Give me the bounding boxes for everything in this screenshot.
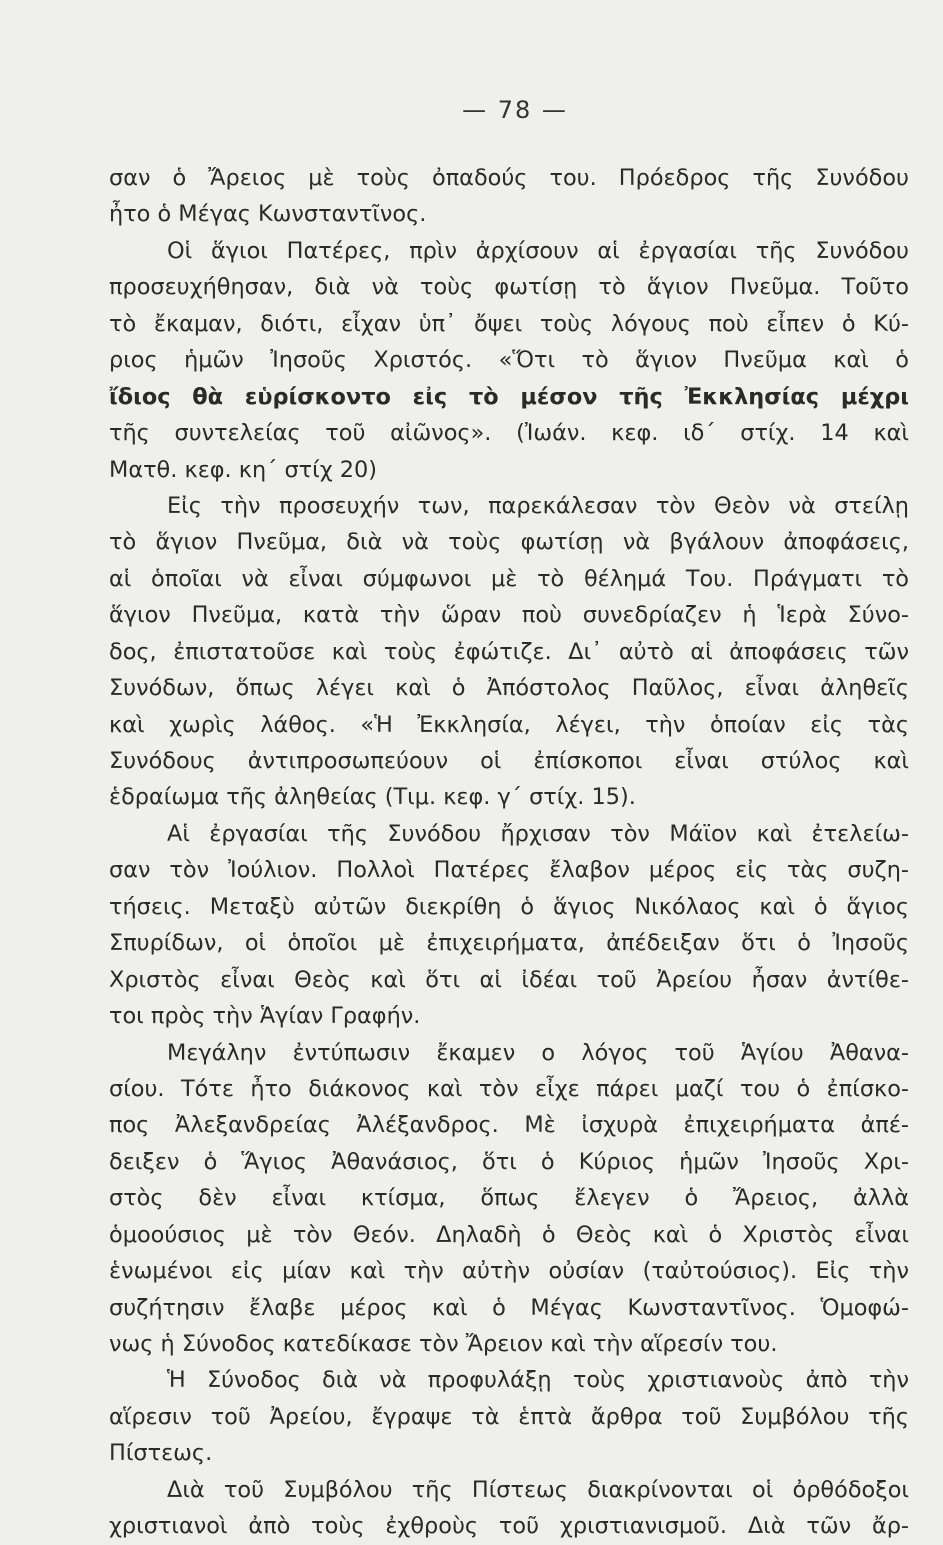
text-line: δος, ἐπιστατοῦσε καὶ τοὺς ἐφώτιζε. Δι᾽ αὐτὸ αἱ ἀποφάσεις τῶν [109, 638, 909, 665]
text-line: τήσεις. Μεταξὺ αὐτῶν διεκρίθη ὁ ἅγιος Νικόλαος καὶ ὁ ἅγιος [109, 893, 909, 920]
text-line: προσευχήθησαν, διὰ νὰ τοὺς φωτίσῃ τὸ ἅγιον Πνεῦμα. Τοῦτο [109, 274, 909, 301]
text-line: ἴδιος θὰ εὑρίσκοντο εἰς τὸ μέσον τῆς Ἐκκλησίας μέχρι [109, 383, 909, 410]
text-line: σαν τὸν Ἰούλιον. Πολλοὶ Πατέρες ἔλαβον μέρος εἰς τὰς συζη- [109, 857, 909, 884]
text-line: συζήτησιν ἔλαβε μέρος καὶ ὁ Μέγας Κωνσταντῖνος. Ὁμοφώ- [109, 1294, 909, 1321]
text-line: καὶ χωρὶς λάθος. «Ἡ Ἐκκλησία, λέγει, τὴν ὁποίαν εἰς τὰς [109, 711, 909, 738]
text-line: ἑνωμένοι εἰς μίαν καὶ τὴν αὐτὴν οὐσίαν (ταὐτούσιος). Εἰς τὴν [109, 1258, 909, 1285]
text-line: Χριστὸς εἶναι Θεὸς καὶ ὅτι αἱ ἰδέαι τοῦ Ἀρείου ἦσαν ἀντίθε- [109, 966, 909, 993]
text-line: πος Ἀλεξανδρείας Ἀλέξανδρος. Μὲ ἰσχυρὰ ἐπιχειρήματα ἀπέ- [109, 1112, 909, 1139]
text-line: ἑδραίωμα τῆς ἀληθείας (Τιμ. κεφ. γ´ στίχ. 15). [109, 784, 636, 811]
text-line: δειξεν ὁ Ἅγιος Ἀθανάσιος, ὅτι ὁ Κύριος ἡμῶν Ἰησοῦς Χρι- [109, 1148, 909, 1175]
text-line: στὸς δὲν εἶναι κτίσμα, ὅπως ἔλεγεν ὁ Ἄρειος, ἀλλὰ [109, 1185, 909, 1212]
text-line: ἦτο ὁ Μέγας Κωνσταντῖνος. [109, 201, 427, 228]
page-number: — 78 — [462, 96, 568, 124]
text-line: σίου. Τότε ἦτο διάκονος καὶ τὸν εἶχε πάρει μαζί του ὁ ἐπίσκο- [109, 1075, 909, 1102]
body-text [109, 160, 909, 1545]
text-line: νως ἡ Σύνοδος κατεδίκασε τὸν Ἄρειον καὶ τὴν αἵρεσίν του. [109, 1331, 778, 1357]
text-line: χριστιανοὶ ἀπὸ τοὺς ἐχθροὺς τοῦ χριστιανισμοῦ. Διὰ τῶν ἄρ- [109, 1513, 909, 1540]
text-line: τοι πρὸς τὴν Ἁγίαν Γραφήν. [109, 1003, 421, 1030]
text-line: Πίστεως. [109, 1440, 213, 1467]
text-line: Συνόδων, ὅπως λέγει καὶ ὁ Ἀπόστολος Παῦλος, εἶναι ἀληθεῖς [109, 675, 909, 702]
text-line: ὁμοούσιος μὲ τὸν Θεόν. Δηλαδὴ ὁ Θεὸς καὶ ὁ Χριστὸς εἶναι [109, 1221, 909, 1248]
text-line: Μεγάλην ἐντύπωσιν ἔκαμεν ο λόγος τοῦ Ἁγίου Ἀθανα- [167, 1039, 909, 1066]
text-line: Διὰ τοῦ Συμβόλου τῆς Πίστεως διακρίνονται οἱ ὀρθόδοξοι [167, 1476, 909, 1503]
text-line: σαν ὁ Ἄρειος μὲ τοὺς ὀπαδούς του. Πρόεδρος τῆς Συνόδου [109, 165, 909, 191]
text-line: τὸ ἅγιον Πνεῦμα, διὰ νὰ τοὺς φωτίσῃ νὰ βγάλουν ἀποφάσεις, [109, 529, 909, 556]
text-line: Αἱ ἐργασίαι τῆς Συνόδου ἤρχισαν τὸν Μάϊον καὶ ἐτελείω- [167, 820, 909, 847]
text-line: Εἰς τὴν προσευχήν των, παρεκάλεσαν τὸν Θεὸν νὰ στείλῃ [167, 492, 909, 519]
text-line: Σπυρίδων, οἱ ὁποῖοι μὲ ἐπιχειρήματα, ἀπέδειξαν ὅτι ὁ Ἰησοῦς [109, 930, 909, 957]
text-line: ριος ἡμῶν Ἰησοῦς Χριστός. «Ὅτι τὸ ἅγιον Πνεῦμα καὶ ὁ [109, 347, 909, 374]
text-line: αἱ ὁποῖαι νὰ εἶναι σύμφωνοι μὲ τὸ θέλημά Του. Πράγματι τὸ [109, 565, 909, 592]
text-line: Οἱ ἅγιοι Πατέρες, πρὶν ἀρχίσουν αἱ ἐργασίαι τῆς Συνόδου [167, 237, 909, 264]
text-line: τὸ ἔκαμαν, διότι, εἶχαν ὑπ᾽ ὄψει τοὺς λόγους ποὺ εἶπεν ὁ Κύ- [109, 310, 909, 337]
text-line: Συνόδους ἀντιπροσωπεύουν οἱ ἐπίσκοποι εἶναι στύλος καὶ [109, 748, 909, 774]
text-line: Ματθ. κεφ. κη´ στίχ 20) [109, 456, 378, 483]
text-line: τῆς συντελείας τοῦ αἰῶνος». (Ἰωάν. κεφ. ιδ´ στίχ. 14 καὶ [109, 420, 909, 447]
text-line: ἅγιον Πνεῦμα, κατὰ τὴν ὥραν ποὺ συνεδρίαζεν ἡ Ἱερὰ Σύνο- [109, 602, 909, 629]
text-line: αἵρεσιν τοῦ Ἀρείου, ἔγραψε τὰ ἑπτὰ ἄρθρα τοῦ Συμβόλου τῆς [109, 1403, 909, 1430]
text-line: Ἡ Σύνοδος διὰ νὰ προφυλάξῃ τοὺς χριστιανοὺς ἀπὸ τὴν [167, 1367, 909, 1394]
